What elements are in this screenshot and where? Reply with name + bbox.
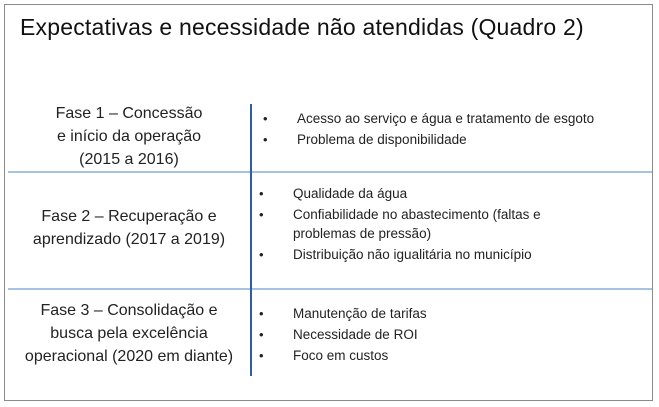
phase-1-label [8, 102, 250, 171]
phase-1-line-1: Fase 1 – Concessão [55, 105, 203, 122]
phase-2-list [259, 184, 589, 266]
phase-3-line-3: operacional (2020 em diante) [24, 348, 234, 365]
phase-1-line-3: (2015 a 2016) [79, 151, 179, 168]
page-title: Expectativas e necessidade não atendidas (Quadro 2) [20, 14, 584, 40]
list-item: • Confiabilidade no abastecimento (faltas e problemas de pressão) [259, 207, 541, 241]
list-item: • Qualidade da água [259, 186, 408, 201]
bullet-icon: • [259, 247, 264, 262]
column-divider [250, 104, 252, 376]
bullet-icon: • [259, 207, 264, 222]
bullet-icon: • [263, 132, 268, 147]
phase-3-line-1: Fase 3 – Consolidação e [40, 302, 218, 319]
list-item: • Problema de disponibilidade [263, 132, 467, 147]
bullet-icon: • [259, 306, 264, 321]
phase-3-list [259, 304, 639, 367]
bullet-icon: • [259, 186, 264, 201]
phase-1-list [263, 109, 643, 151]
phase-2-line-2: aprendizado (2017 a 2019) [32, 231, 226, 248]
list-item: • Manutenção de tarifas [259, 306, 427, 321]
bullet-icon: • [263, 111, 268, 126]
phase-3-line-2: busca pela excelência [50, 325, 208, 342]
phase-2-label [8, 205, 250, 251]
bullet-icon: • [259, 348, 264, 363]
list-item: • Necessidade de ROI [259, 327, 418, 342]
list-item: • Distribuição não igualitária no município [259, 247, 532, 262]
row-divider [8, 171, 652, 173]
phase-2-line-1: Fase 2 – Recuperação e [41, 208, 217, 225]
phase-3-label [8, 299, 250, 368]
bullet-icon: • [259, 327, 264, 342]
row-divider [8, 288, 652, 290]
list-item: • Acesso ao serviço e água e tratamento de esgoto [263, 111, 595, 126]
phase-1-line-2: e início da operação [56, 128, 202, 145]
list-item: • Foco em custos [259, 348, 389, 363]
